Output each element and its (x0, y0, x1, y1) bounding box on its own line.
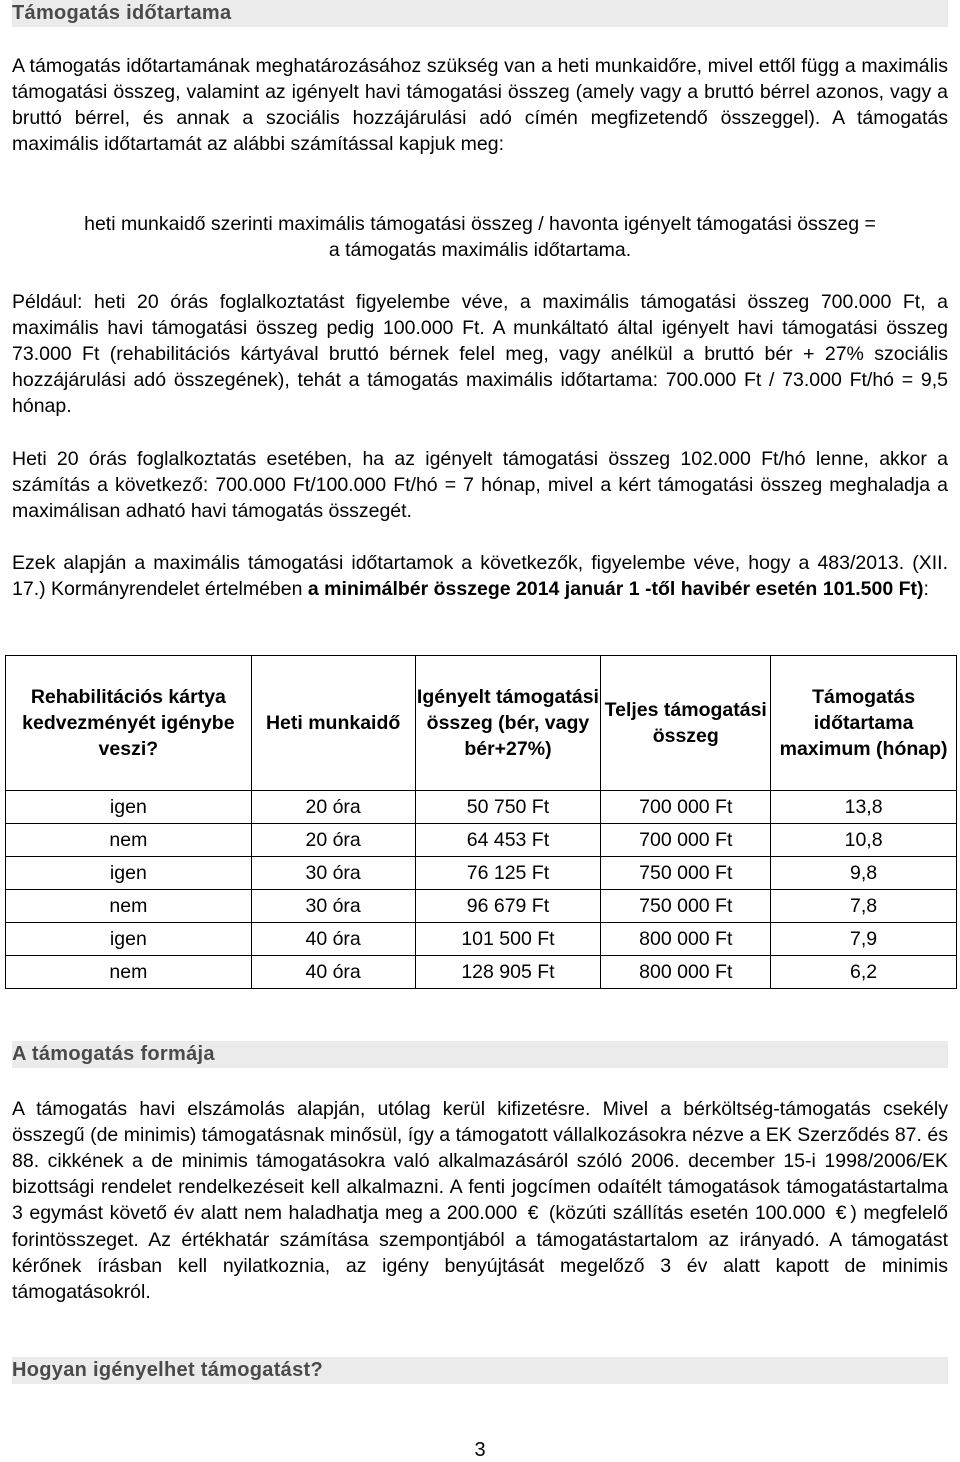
cell-total-amount: 800 000 Ft (601, 923, 771, 956)
header-total-amount: Teljes támogatási összeg (601, 656, 771, 791)
table-row (6, 923, 957, 956)
cell-total-amount: 700 000 Ft (601, 824, 771, 857)
cell-max-duration: 10,8 (771, 824, 957, 857)
formula-line-1: heti munkaidő szerinti maximális támogatási összeg / havonta igényelt támogatási összeg = (84, 213, 876, 235)
section-heading-how-to-apply: Hogyan igényelhet támogatást? (12, 1357, 948, 1384)
cell-max-duration: 7,9 (771, 923, 957, 956)
header-weekly-hours: Heti munkaidő (251, 656, 415, 791)
header-requested-amount: Igényelt támogatási összeg (bér, vagy bér+27%) (415, 656, 601, 791)
minimum-wage-note: a minimálbér összege 2014 január 1 -től havibér esetén 101.500 Ft) (307, 578, 924, 600)
cell-rehab-card: nem (6, 890, 252, 923)
cell-requested-amount: 96 679 Ft (415, 890, 601, 923)
table-row (6, 890, 957, 923)
cell-rehab-card: igen (6, 791, 252, 824)
table-row (6, 956, 957, 989)
header-rehab-card: Rehabilitációs kártya kedvezményét igénybe veszi? (6, 656, 252, 791)
section-heading-support-form: A támogatás formája (12, 1041, 948, 1068)
cell-max-duration: 7,8 (771, 890, 957, 923)
paragraph-de-minimis (12, 1096, 948, 1305)
table-row (6, 857, 957, 890)
cell-total-amount: 750 000 Ft (601, 857, 771, 890)
cell-requested-amount: 128 905 Ft (415, 956, 601, 989)
section-heading-support-duration: Támogatás időtartama (12, 0, 948, 27)
cell-rehab-card: igen (6, 857, 252, 890)
euro-icon: € (527, 1203, 539, 1224)
cell-total-amount: 800 000 Ft (601, 956, 771, 989)
paragraph-duration-intro: A támogatás időtartamának meghatározásához szükség van a heti munkaidőre, mivel ettől függ a maximális támogatási összeg, valamint az igényelt havi támogatási összeg (amely vagy a bruttó bérrel azonos, vagy a bruttó bérrel, és annak a szociális hozzájárulási adó címén megfizetendő összeggel). A támogatás maximális időtartamát az alábbi számítással kapjuk meg: (12, 55, 948, 155)
header-max-duration: Támogatás időtartama maximum (hónap) (771, 656, 957, 791)
paragraph-example: Például: heti 20 órás foglalkoztatást figyelembe véve, a maximális támogatási összeg 700.000 Ft, a maximális havi támogatási összeg pedig 100.000 Ft. A munkáltató által igényelt havi támogatási összeg 73.000 Ft (rehabilitációs kártyával bruttó bérnek felel meg, vagy anélkül a bruttó bér + 27% szociális hozzájárulási adó összegének), tehát a támogatás maximális időtartama: 700.000 Ft / 73.000 Ft/hó = 9,5 hónap. (12, 291, 948, 417)
cell-weekly-hours: 20 óra (251, 791, 415, 824)
table-intro-colon: : (923, 578, 929, 600)
cell-rehab-card: igen (6, 923, 252, 956)
de-minimis-text-c: ) megfelelő forintösszeget. Az értékhatár számítása szempontjából a támogatástartalom az irányadó. A támogatást kérőnek írásban kell nyilatkoznia, az igény benyújtását megelőző 3 év alatt kapott de minimis támogatásokról. (12, 1202, 948, 1303)
cell-max-duration: 13,8 (771, 791, 957, 824)
de-minimis-text-b: (közúti szállítás esetén 100.000 (548, 1202, 826, 1224)
paragraph-example-2: Heti 20 órás foglalkoztatás esetében, ha az igényelt támogatási összeg 102.000 Ft/hó lenne, akkor a számítás a következő: 700.000 Ft/100.000 Ft/hó = 7 hónap, mivel a kért támogatási összeg meghaladja a maximálisan adható havi támogatás összegét. (12, 448, 948, 522)
cell-rehab-card: nem (6, 824, 252, 857)
cell-total-amount: 700 000 Ft (601, 791, 771, 824)
cell-max-duration: 6,2 (771, 956, 957, 989)
table-intro-text: Ezek alapján a maximális támogatási időtartamok a következők, figyelembe véve, hogy a 483/2013. (XII. 17.) Kormányrendelet értelmében (12, 552, 948, 600)
paragraph-table-intro (12, 550, 948, 602)
euro-icon: € (835, 1203, 847, 1224)
cell-requested-amount: 76 125 Ft (415, 857, 601, 890)
cell-requested-amount: 101 500 Ft (415, 923, 601, 956)
cell-total-amount: 750 000 Ft (601, 890, 771, 923)
cell-weekly-hours: 40 óra (251, 923, 415, 956)
table-row (6, 791, 957, 824)
cell-weekly-hours: 30 óra (251, 857, 415, 890)
cell-weekly-hours: 20 óra (251, 824, 415, 857)
cell-requested-amount: 50 750 Ft (415, 791, 601, 824)
de-minimis-text-a: A támogatás havi elszámolás alapján, utólag kerül kifizetésre. Mivel a bérköltség-támogatás csekély összegű (de minimis) támogatásnak minősül, így a támogatott vállalkozásokra nézve a EK Szerződés 87. és 88. cikkének a de minimis támogatásokra való alkalmazásáról szóló 2006. december 15-i 1998/2006/EK bizottsági rendelet rendelkezéseit kell alkalmazni. A fenti jogcímen odaítélt támogatások támogatástartalma 3 egymást követő év alatt nem haladhatja meg a 200.000 (12, 1098, 948, 1224)
cell-weekly-hours: 40 óra (251, 956, 415, 989)
cell-max-duration: 9,8 (771, 857, 957, 890)
table-row (6, 824, 957, 857)
page-number: 3 (474, 1439, 486, 1461)
support-duration-table (5, 655, 957, 989)
cell-weekly-hours: 30 óra (251, 890, 415, 923)
table-header-row (6, 656, 957, 791)
cell-rehab-card: nem (6, 956, 252, 989)
formula-line-2: a támogatás maximális időtartama. (328, 239, 632, 261)
cell-requested-amount: 64 453 Ft (415, 824, 601, 857)
